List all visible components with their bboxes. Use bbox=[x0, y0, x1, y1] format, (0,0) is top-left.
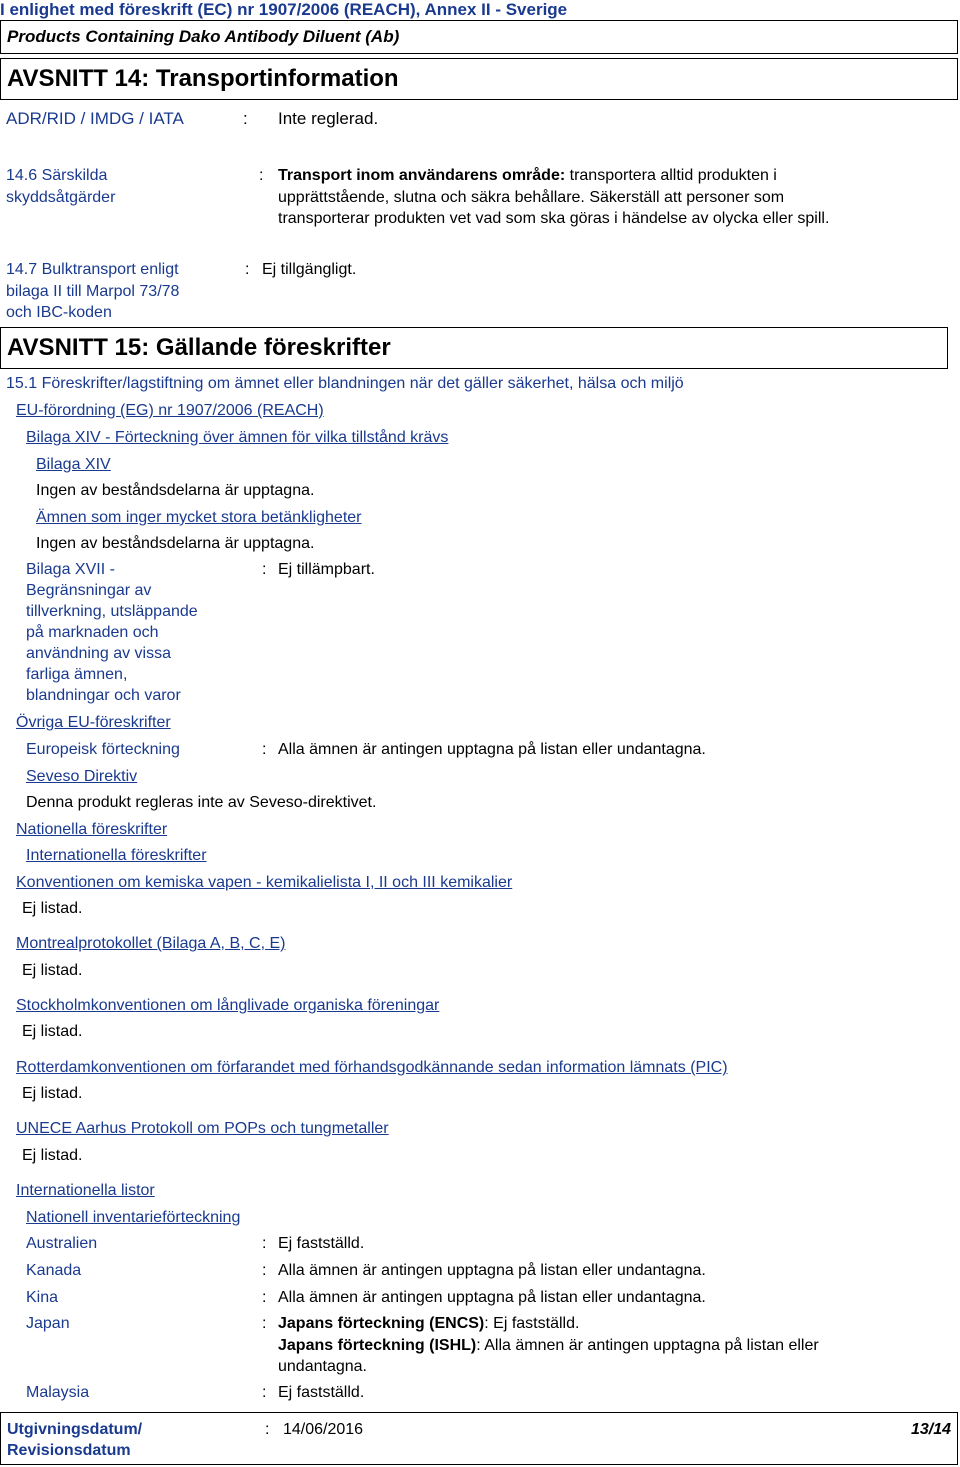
inventory-colon: : bbox=[262, 1289, 267, 1306]
section-15-heading: AVSNITT 15: Gällande föreskrifter bbox=[7, 334, 391, 361]
annex-14-title-link[interactable]: Bilaga XIV - Förteckning över ämnen för vilka tillstånd krävs bbox=[26, 429, 449, 446]
eu-reach-link[interactable]: EU-förordning (EG) nr 1907/2006 (REACH) bbox=[16, 402, 324, 419]
japan-ishl bbox=[278, 1335, 819, 1356]
rotterdam-value: Ej listad. bbox=[22, 1085, 83, 1102]
seveso-value: Denna produkt regleras inte av Seveso-direktivet. bbox=[26, 794, 377, 811]
japan-encs-value: : Ej fastställd. bbox=[484, 1315, 580, 1332]
section-15-heading-box bbox=[0, 327, 948, 369]
malaysia-label: Malaysia bbox=[26, 1384, 90, 1401]
eu-inventory-value: Alla ämnen är antingen upptagna på listan eller undantagna. bbox=[278, 741, 706, 758]
product-title: Products Containing Dako Antibody Diluent (Ab) bbox=[7, 27, 400, 46]
inventory-country: Australien bbox=[26, 1235, 98, 1252]
japan-encs bbox=[278, 1313, 579, 1334]
section-14-heading-box bbox=[0, 58, 958, 100]
s146-bold: Transport inom användarens område: bbox=[278, 167, 566, 184]
eu-inventory-label: Europeisk förteckning bbox=[26, 741, 180, 758]
annex-17-value: Ej tillämpbart. bbox=[278, 561, 375, 578]
montreal-value: Ej listad. bbox=[22, 962, 83, 979]
s146-text-1: transportera alltid produkten i bbox=[565, 167, 777, 184]
inventory-value: Ej fastställd. bbox=[278, 1235, 365, 1252]
s146-label-1: 14.6 Särskilda bbox=[6, 167, 108, 184]
rotterdam-link[interactable]: Rotterdamkonventionen om förfarandet med förhandsgodkännande sedan information lämnats (PIC) bbox=[16, 1059, 728, 1076]
footer-box bbox=[0, 1412, 958, 1465]
svhc-value: Ingen av beståndsdelarna är upptagna. bbox=[36, 535, 315, 552]
chem-weapons-value: Ej listad. bbox=[22, 900, 83, 917]
adr-value: Inte reglerad. bbox=[278, 109, 379, 128]
malaysia-colon: : bbox=[262, 1384, 267, 1401]
annex-17-line-6: farliga ämnen, bbox=[26, 666, 128, 683]
s147-label-1: 14.7 Bulktransport enligt bbox=[6, 261, 179, 278]
s147-label-3: och IBC-koden bbox=[6, 304, 112, 321]
stockholm-link[interactable]: Stockholmkonventionen om långlivade organiska föreningar bbox=[16, 997, 440, 1014]
section-14-heading: AVSNITT 14: Transportinformation bbox=[7, 65, 399, 92]
stockholm-value: Ej listad. bbox=[22, 1023, 83, 1040]
japan-colon: : bbox=[262, 1315, 267, 1332]
footer-label-2: Revisionsdatum bbox=[7, 1442, 131, 1459]
s147-value: Ej tillgängligt. bbox=[262, 261, 357, 278]
adr-colon: : bbox=[243, 109, 248, 128]
annex-14-link[interactable]: Bilaga XIV bbox=[36, 456, 111, 473]
annex-17-colon: : bbox=[262, 561, 267, 578]
s146-colon: : bbox=[259, 167, 264, 184]
unece-link[interactable]: UNECE Aarhus Protokoll om POPs och tungmetaller bbox=[16, 1120, 389, 1137]
annex-14-value: Ingen av beståndsdelarna är upptagna. bbox=[36, 482, 315, 499]
eu-inventory-colon: : bbox=[262, 741, 267, 758]
s151-intro: 15.1 Föreskrifter/lagstiftning om ämnet eller blandningen när det gäller säkerhet, hälsa och miljö bbox=[6, 375, 684, 392]
footer-date: 14/06/2016 bbox=[283, 1421, 364, 1438]
s146-line-1 bbox=[278, 165, 777, 186]
s147-label-2: bilaga II till Marpol 73/78 bbox=[6, 283, 180, 300]
annex-17-line-7: blandningar och varor bbox=[26, 687, 181, 704]
inventory-colon: : bbox=[262, 1235, 267, 1252]
annex-17-line-4: på marknaden och bbox=[26, 624, 159, 641]
national-inventory-link[interactable]: Nationell inventarieförteckning bbox=[26, 1209, 241, 1226]
annex-17-line-1: Bilaga XVII - bbox=[26, 561, 115, 578]
japan-ishl-value: : Alla ämnen är antingen upptagna på listan eller bbox=[476, 1337, 819, 1354]
annex-17-line-2: Begränsningar av bbox=[26, 582, 152, 599]
adr-label: ADR/RID / IMDG / IATA bbox=[6, 109, 184, 128]
regulation-header: I enlighet med föreskrift (EC) nr 1907/2006 (REACH), Annex II - Sverige bbox=[0, 0, 568, 19]
inventory-country: Kanada bbox=[26, 1262, 82, 1279]
footer-colon: : bbox=[265, 1421, 270, 1438]
annex-17-line-5: användning av vissa bbox=[26, 645, 171, 662]
seveso-link[interactable]: Seveso Direktiv bbox=[26, 768, 138, 785]
japan-ishl-cont: undantagna. bbox=[278, 1358, 367, 1375]
national-regulations-link[interactable]: Nationella föreskrifter bbox=[16, 821, 168, 838]
inventory-value: Alla ämnen är antingen upptagna på listan eller undantagna. bbox=[278, 1289, 706, 1306]
inventory-value: Alla ämnen är antingen upptagna på listan eller undantagna. bbox=[278, 1262, 706, 1279]
other-eu-link[interactable]: Övriga EU-föreskrifter bbox=[16, 714, 171, 731]
japan-label: Japan bbox=[26, 1315, 70, 1332]
footer-label-1: Utgivningsdatum/ bbox=[7, 1421, 143, 1438]
s146-line-2: upprättstående, slutna och säkra behållare. Säkerställ att personer som bbox=[278, 189, 785, 206]
chem-weapons-link[interactable]: Konventionen om kemiska vapen - kemikalielista I, II och III kemikalier bbox=[16, 874, 513, 891]
annex-17-line-3: tillverkning, utsläppande bbox=[26, 603, 198, 620]
s147-colon: : bbox=[245, 261, 250, 278]
page-number: 13/14 bbox=[910, 1421, 951, 1438]
product-title-box bbox=[0, 20, 958, 54]
unece-value: Ej listad. bbox=[22, 1147, 83, 1164]
s146-line-3: transporterar produkten vet vad som ska göras i händelse av olycka eller spill. bbox=[278, 210, 830, 227]
japan-encs-label: Japans förteckning (ENCS) bbox=[278, 1315, 485, 1332]
inventory-colon: : bbox=[262, 1262, 267, 1279]
japan-ishl-label: Japans förteckning (ISHL) bbox=[278, 1337, 477, 1354]
montreal-link[interactable]: Montrealprotokollet (Bilaga A, B, C, E) bbox=[16, 935, 286, 952]
inventory-country: Kina bbox=[26, 1289, 59, 1306]
international-lists-link[interactable]: Internationella listor bbox=[16, 1182, 155, 1199]
s146-label-2: skyddsåtgärder bbox=[6, 189, 116, 206]
svhc-link[interactable]: Ämnen som inger mycket stora betänkligheter bbox=[36, 509, 362, 526]
international-regulations-link[interactable]: Internationella föreskrifter bbox=[26, 847, 207, 864]
malaysia-value: Ej fastställd. bbox=[278, 1384, 365, 1401]
